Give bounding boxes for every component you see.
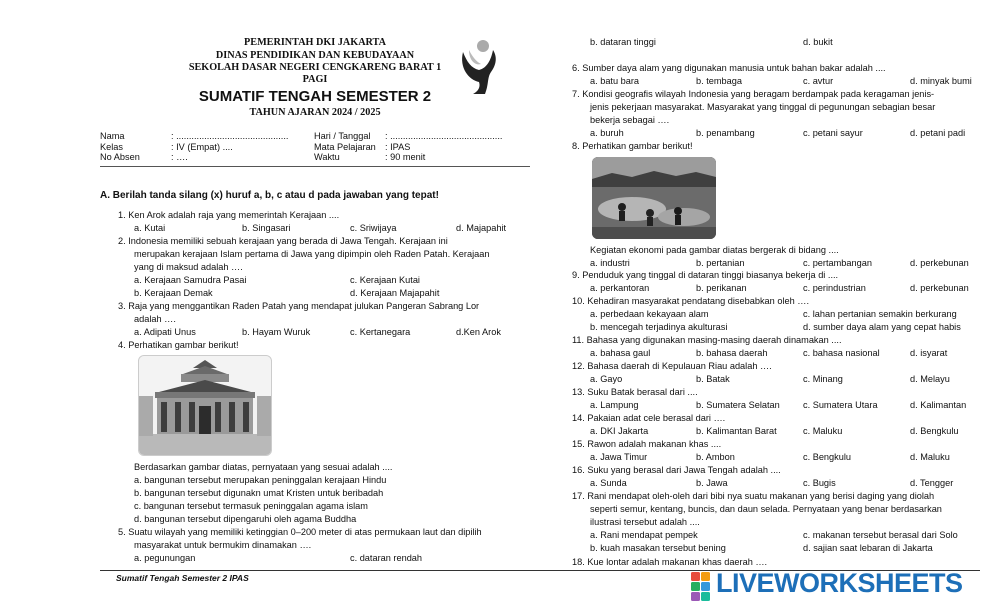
question-1: 1. Ken Arok adalah raja yang memerintah Kerajaan ....	[118, 210, 340, 220]
q15-option-b[interactable]: b. Ambon	[696, 452, 735, 462]
q9-option-c[interactable]: c. perindustrian	[803, 283, 866, 293]
q17-option-b[interactable]: b. kuah masakan tersebut bening	[590, 543, 726, 553]
waktu-value: : 90 menit	[385, 152, 426, 162]
q6-option-c[interactable]: c. avtur	[803, 76, 834, 86]
q12-option-d[interactable]: d. Melayu	[910, 374, 950, 384]
q13-option-b[interactable]: b. Sumatera Selatan	[696, 400, 780, 410]
kelas-label: Kelas	[100, 141, 123, 152]
q6-option-d[interactable]: d. minyak bumi	[910, 76, 972, 86]
question-5-line-2: masyarakat untuk bermukim dinamakan ….	[134, 540, 312, 550]
mapel-label: Mata Pelajaran	[314, 141, 376, 152]
q7-option-c[interactable]: c. petani sayur	[803, 128, 863, 138]
question-2-line-2: merupakan kerajaan Islam pertama di Jawa yang dipimpin oleh Raden Patah. Kerajaan	[134, 249, 490, 259]
q5-option-d[interactable]: d. bukit	[803, 37, 833, 47]
q8-option-a[interactable]: a. industri	[590, 258, 630, 268]
question-18: 18. Kue lontar adalah makanan khas daerah ….	[572, 557, 768, 567]
q11-option-b[interactable]: b. bahasa daerah	[696, 348, 768, 358]
q10-option-a[interactable]: a. perbedaan kekayaan alam	[590, 309, 709, 319]
question-7-line-2: jenis pekerjaan masyarakat. Masyarakat yang tinggal di pegunungan sebagian besar	[590, 102, 936, 112]
q10-option-c[interactable]: c. lahan pertanian semakin berkurang	[803, 309, 957, 319]
question-13: 13. Suku Batak berasal dari ....	[572, 387, 698, 397]
q14-option-d[interactable]: d. Bengkulu	[910, 426, 959, 436]
q4-option-b[interactable]: b. bangunan tersebut digunakn umat Kristen untuk beribadah	[134, 488, 384, 498]
q1-option-a[interactable]: a. Kutai	[134, 223, 166, 233]
section-a-instruction: A. Berilah tanda silang (x) huruf a, b, c atau d pada jawaban yang tepat!	[100, 190, 439, 201]
q10-option-b[interactable]: b. mencegah terjadinya akulturasi	[590, 322, 728, 332]
question-2-line-1: 2. Indonesia memiliki sebuah kerajaan yang berada di Jawa Tengah. Kerajaan ini	[118, 236, 448, 246]
q3-option-d[interactable]: d.Ken Arok	[456, 327, 501, 337]
header-line-1: PEMERINTAH DKI JAKARTA	[244, 37, 386, 48]
q16-option-b[interactable]: b. Jawa	[696, 478, 728, 488]
q9-option-a[interactable]: a. perkantoran	[590, 283, 650, 293]
q6-option-b[interactable]: b. tembaga	[696, 76, 742, 86]
q10-option-d[interactable]: d. sumber daya alam yang cepat habis	[803, 322, 961, 332]
waktu-label: Waktu	[314, 152, 340, 162]
q9-option-d[interactable]: d. perkebunan	[910, 283, 969, 293]
q14-option-a[interactable]: a. DKI Jakarta	[590, 426, 649, 436]
hari-label: Hari / Tanggal	[314, 131, 371, 141]
mosque-photo	[138, 355, 272, 456]
q12-option-c[interactable]: c. Minang	[803, 374, 843, 384]
q8-option-b[interactable]: b. pertanian	[696, 258, 745, 268]
question-6: 6. Sumber daya alam yang digunakan manusia untuk bahan bakar adalah ....	[572, 63, 886, 73]
q2-option-a[interactable]: a. Kerajaan Samudra Pasai	[134, 275, 247, 285]
q7-option-d[interactable]: d. petani padi	[910, 128, 966, 138]
q8-option-d[interactable]: d. perkebunan	[910, 258, 969, 268]
q2-option-c[interactable]: c. Kerajaan Kutai	[350, 275, 420, 285]
question-12: 12. Bahasa daerah di Kepulauan Riau adalah ….	[572, 361, 772, 371]
kelas-field[interactable]: : IV (Empat) ....	[171, 141, 233, 152]
q12-option-b[interactable]: b. Batak	[696, 374, 730, 384]
question-14: 14. Pakaian adat cele berasal dari ….	[572, 413, 726, 423]
info-divider	[100, 166, 530, 167]
academic-year: TAHUN AJARAN 2024 / 2025	[249, 107, 381, 118]
question-8-stem: Kegiatan ekonomi pada gambar diatas bergerak di bidang ....	[590, 245, 839, 255]
question-3-line-2: adalah ….	[134, 314, 176, 324]
q7-option-b[interactable]: b. penambang	[696, 128, 755, 138]
question-17-line-1: 17. Rani mendapat oleh-oleh dari bibi nya suatu makanan yang berisi daging yang diolah	[572, 491, 935, 501]
absen-label: No Absen	[100, 152, 140, 162]
q14-option-b[interactable]: b. Kalimantan Barat	[696, 426, 777, 436]
question-5-line-1: 5. Suatu wilayah yang memiliki ketinggian 0–200 meter di atas permukaan laut dan dipilih	[118, 527, 482, 537]
q11-option-a[interactable]: a. bahasa gaul	[590, 348, 651, 358]
question-9: 9. Penduduk yang tinggal di dataran tinggi biasanya bekerja di ....	[572, 270, 839, 280]
nama-field[interactable]: : ............................................	[171, 131, 289, 141]
question-15: 15. Rawon adalah makanan khas ....	[572, 439, 722, 449]
q2-option-d[interactable]: d. Kerajaan Majapahit	[350, 288, 440, 298]
mining-photo	[592, 157, 716, 239]
q13-option-d[interactable]: d. Kalimantan	[910, 400, 967, 410]
student-info	[100, 131, 502, 163]
q14-option-c[interactable]: c. Maluku	[803, 426, 843, 436]
q15-option-a[interactable]: a. Jawa Timur	[590, 452, 648, 462]
question-17-line-3: ilustrasi tersebut adalah ....	[590, 517, 700, 527]
q17-option-d[interactable]: d. sajian saat lebaran di Jakarta	[803, 543, 933, 553]
q4-option-a[interactable]: a. bangunan tersebut merupakan peninggalan kerajaan Hindu	[134, 475, 387, 485]
q6-option-a[interactable]: a. batu bara	[590, 76, 640, 86]
footer-text: Sumatif Tengah Semester 2 IPAS	[116, 573, 249, 583]
question-17-line-2: seperti semur, kentang, buncis, dan daun selada. Pernyataan yang benar berdasarkan	[590, 504, 942, 514]
question-4: 4. Perhatikan gambar berikut!	[118, 340, 239, 350]
q11-option-c[interactable]: c. bahasa nasional	[803, 348, 880, 358]
question-4-stem: Berdasarkan gambar diatas, pernyataan yang sesuai adalah ....	[134, 462, 393, 472]
hari-field[interactable]: : ............................................	[385, 131, 503, 141]
header-line-3: SEKOLAH DASAR NEGERI CENGKARENG BARAT 1	[188, 62, 442, 73]
q15-option-d[interactable]: d. Maluku	[910, 452, 950, 462]
q7-option-a[interactable]: a. buruh	[590, 128, 624, 138]
q3-option-a[interactable]: a. Adipati Unus	[134, 327, 196, 337]
q1-option-c[interactable]: c. Sriwijaya	[350, 223, 397, 233]
q3-option-b[interactable]: b. Hayam Wuruk	[242, 327, 311, 337]
nama-label: Nama	[100, 131, 125, 141]
page-title: SUMATIF TENGAH SEMESTER 2	[198, 88, 432, 105]
question-10: 10. Kehadiran masyarakat pendatang disebabkan oleh ….	[572, 296, 809, 306]
q17-option-c[interactable]: c. makanan tersebut berasal dari Solo	[803, 530, 958, 540]
q11-option-d[interactable]: d. isyarat	[910, 348, 948, 358]
mosque-illustration	[139, 356, 271, 455]
absen-field[interactable]: : ….	[171, 152, 188, 162]
school-logo-icon	[455, 38, 501, 94]
question-2-line-3: yang di maksud adalah ….	[134, 262, 243, 272]
q4-option-d[interactable]: d. bangunan tersebut dipengaruhi oleh agama Buddha	[134, 514, 357, 524]
q12-option-a[interactable]: a. Gayo	[590, 374, 623, 384]
question-3-line-1: 3. Raja yang menggantikan Raden Patah yang mendapat julukan Pangeran Sabrang Lor	[118, 301, 480, 311]
question-8: 8. Perhatikan gambar berikut!	[572, 141, 693, 151]
q1-option-d[interactable]: d. Majapahit	[456, 223, 507, 233]
mapel-value: : IPAS	[385, 141, 411, 152]
question-7-line-1: 7. Kondisi geografis wilayah Indonesia yang beragam berdampak pada keragaman jenis-	[572, 89, 935, 99]
q15-option-c[interactable]: c. Bengkulu	[803, 452, 852, 462]
liveworksheets-watermark[interactable]: LIVEWORKSHEETS	[716, 568, 963, 598]
q8-option-c[interactable]: c. pertambangan	[803, 258, 872, 268]
q16-option-a[interactable]: a. Sunda	[590, 478, 627, 488]
q2-option-b[interactable]: b. Kerajaan Demak	[134, 288, 213, 298]
question-16: 16. Suku yang berasal dari Jawa Tengah adalah ....	[572, 465, 781, 475]
question-11: 11. Bahasa yang digunakan masing-masing daerah dinamakan ....	[572, 335, 842, 345]
q16-option-c[interactable]: c. Bugis	[803, 478, 836, 488]
q13-option-a[interactable]: a. Lampung	[590, 400, 639, 410]
header-line-2: DINAS PENDIDIKAN DAN KEBUDAYAAN	[215, 50, 415, 61]
header-line-4: PAGI	[302, 74, 328, 85]
q13-option-c[interactable]: c. Sumatera Utara	[803, 400, 878, 410]
q4-option-c[interactable]: c. bangunan tersebut termasuk peninggalan agama islam	[134, 501, 368, 511]
q9-option-b[interactable]: b. perikanan	[696, 283, 747, 293]
mining-illustration	[592, 157, 716, 239]
q5-option-b[interactable]: b. dataran tinggi	[590, 37, 656, 47]
q5-option-c[interactable]: c. dataran rendah	[350, 553, 423, 563]
question-7-line-3: bekerja sebagai ….	[590, 115, 670, 125]
q1-option-b[interactable]: b. Singasari	[242, 223, 291, 233]
q5-option-a[interactable]: a. pegunungan	[134, 553, 196, 563]
q3-option-c[interactable]: c. Kertanegara	[350, 327, 411, 337]
q17-option-a[interactable]: a. Rani mendapat pempek	[590, 530, 698, 540]
q16-option-d[interactable]: d. Tengger	[910, 478, 954, 488]
